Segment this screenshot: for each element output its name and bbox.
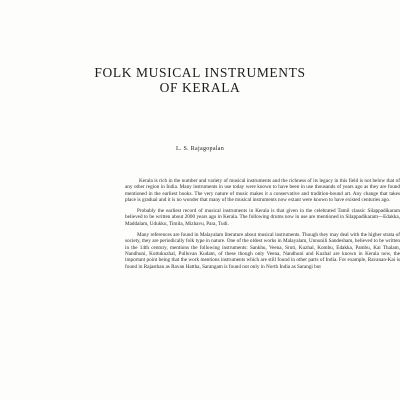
paragraph-1: Kerala is rich in the number and variety of musical instruments and the richness of its legacy in this field is not below that of any other region in India. Many instruments in use today were known to have been in use thousands of years ago as they are found mentioned in the earliest books. The very nature of music makes it a conservative and tradition-bound art. Any change that takes place is gradual and it is no wonder that many of the musical instruments now extant were known to have existed centuries ago. — [125, 178, 400, 203]
title-line-2: OF KERALA — [159, 80, 241, 95]
title-line-1: FOLK MUSICAL INSTRUMENTS — [94, 65, 306, 80]
article-body — [125, 178, 400, 275]
paragraph-3: Many references are found in Malayalam literature about musical instruments. Though they may deal with the higher strata of society, they are periodically folk type in nature. One of the oldest works in Malayalam, Unnunili Sandesham, believed to be written in the 14th century, mentions the following instruments: Sankhu, Veena, Sruti, Kuzhal, Kombu, Edakka, Pambu, Kai Thalam, Nandhuni, Kottukuzhal, Pulluvan Kudam, of these though only Veena, Nandhuni and Kuzhal are known in Kerala now, the important point being that the work mentions instruments which are still found in other parts of India. For example, Ravanan-Kai is found in Rajasthan as Ravan Hattha, Sarangam is found not only in North India as Sarangi but — [125, 232, 400, 270]
paragraph-2: Probably the earliest record of musical instruments in Kerala is that given in the celebrated Tamil classic Silappadikaram believed to be written about 2000 years ago in Kerala. The following drums now in use are mentioned in Silappadikaram—Edakka, Maddalam, Udukku, Timila, Mizhavu, Para, Tudi. — [125, 208, 400, 227]
article-title — [0, 65, 400, 95]
author-name: L. S. Rajagopalan — [175, 146, 225, 152]
